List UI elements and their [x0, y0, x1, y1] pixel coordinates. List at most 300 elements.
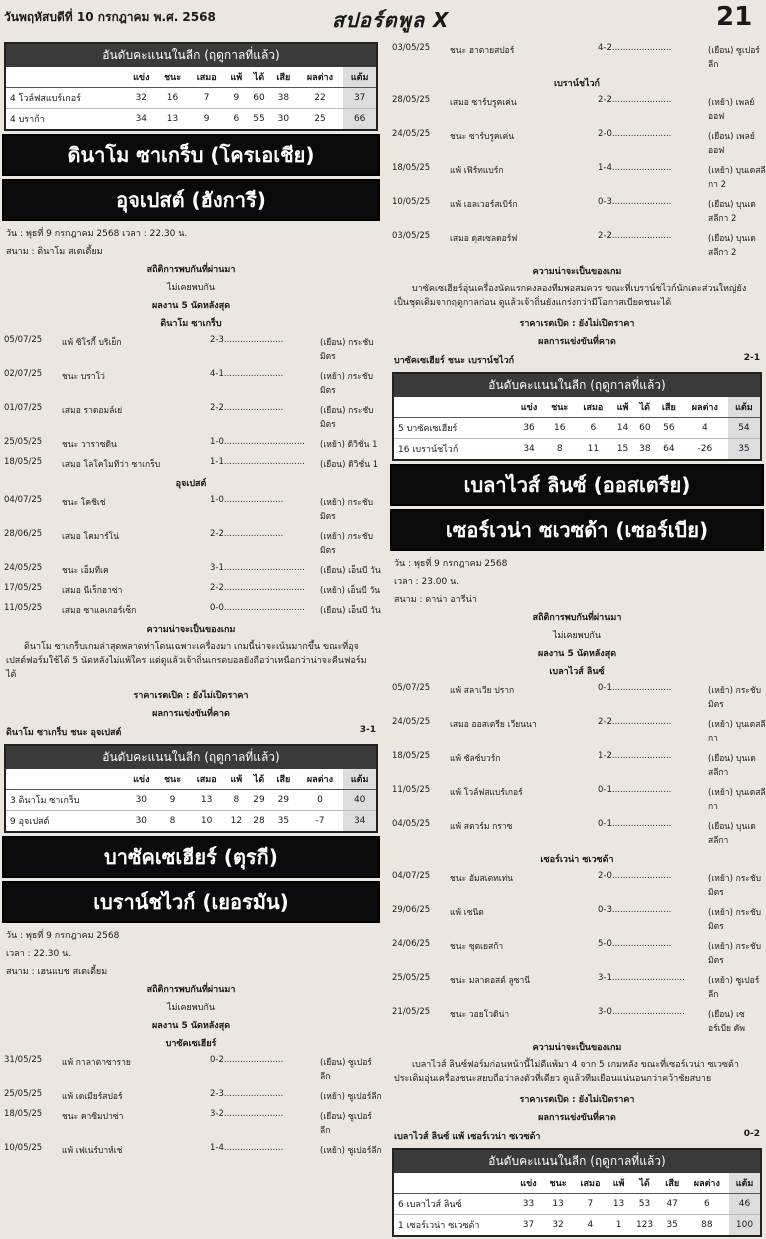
column-header: ได้: [248, 769, 270, 790]
standings-grid: [6, 67, 376, 129]
form-date: 11/05/25: [392, 784, 431, 795]
form-score: 1-0..............................: [210, 437, 305, 447]
column-header: ได้: [629, 1173, 659, 1194]
away-form-list: [388, 92, 766, 262]
stat-cell: 34: [343, 810, 376, 831]
team-cell: 3 ดินาโม ซาเกร็บ: [6, 789, 126, 810]
form-result: แพ้ เฟิร์ทแบร์ก: [450, 166, 504, 176]
form-row: [388, 816, 766, 850]
home-form-list-cont: [388, 40, 766, 74]
form-competition: (เหย้า) ซูเปอร์ลีก: [320, 1091, 382, 1102]
form-score: 2-0......................: [598, 129, 672, 139]
form-score: 1-4......................: [598, 163, 672, 173]
form-competition: (เหย้า) กระชับมิตร: [708, 685, 762, 710]
form-competition: (เหย้า) กระชับมิตร: [320, 498, 374, 522]
stat-cell: 56: [656, 417, 682, 438]
form-result: ชนะ ซาร์บรูคเค่น: [450, 132, 515, 142]
form-title: ผลงาน 5 นัดหลังสุด: [151, 301, 231, 311]
team-cell: 5 บาซัคเซเฮียร์: [394, 417, 514, 438]
prediction-line: [388, 350, 766, 370]
stat-cell: 32: [543, 1214, 573, 1235]
form-score: 4-2......................: [598, 43, 672, 53]
prediction-text: ดินาโม ซาเกร็บ ชนะ อุจเปสต์: [6, 727, 122, 738]
stat-cell: 13: [188, 789, 225, 810]
form-score: 2-2......................: [598, 716, 672, 727]
stat-cell: 54: [728, 417, 760, 438]
prediction-title: ผลการแข่งขันที่คาด: [538, 336, 616, 347]
stat-cell: -7: [297, 810, 344, 831]
stat-cell: 88: [685, 1214, 729, 1235]
home-team-banner: ดินาโม ซาเกร็บ (โครเอเชีย): [2, 134, 380, 176]
team-cell: 16 เบราน์ชไวก์: [394, 438, 514, 459]
form-result: เสมอ นีเร็กฮาซ่า: [62, 586, 123, 596]
form-row: [388, 902, 766, 936]
form-score: 1-2......................: [598, 750, 672, 761]
form-score: 0-1......................: [598, 818, 672, 829]
match-venue: สนาม : ดินาโม สเตเดี้ยม: [6, 247, 103, 257]
stat-cell: 7: [573, 1193, 608, 1214]
stat-cell: 8: [157, 810, 189, 831]
stat-cell: 36: [514, 417, 544, 438]
stat-cell: 47: [660, 1193, 685, 1214]
column-header: ชนะ: [157, 769, 189, 790]
form-date: 24/05/25: [392, 716, 431, 727]
form-result: ชนะ ซุตเยสก้า: [450, 941, 504, 952]
form-result: เสมอ ออสเตรีย เวียนนา: [450, 719, 537, 730]
form-date: 18/05/25: [392, 750, 431, 761]
chance-title: ความน่าจะเป็นของเกม: [532, 267, 622, 277]
form-score: 2-2......................: [210, 403, 284, 413]
column-header: เสมอ: [573, 1173, 608, 1194]
stat-cell: 12: [225, 810, 248, 831]
column-header: ผลต่าง: [682, 397, 728, 418]
form-competition: (เหย้า) กระชับมิตร: [320, 532, 374, 556]
stat-cell: 8: [544, 438, 575, 459]
standings-grid: [394, 397, 760, 459]
h2h-title: สถิติการพบกันที่ผ่านมา: [532, 612, 622, 623]
stat-cell: 32: [126, 88, 157, 109]
column-header: แข่ง: [126, 67, 157, 88]
table-row: [6, 789, 376, 810]
form-competition: (เหย้า) ซูเปอร์ลีก: [320, 1145, 382, 1156]
form-score: 0-2......................: [210, 1054, 284, 1065]
form-date: 25/05/25: [4, 1088, 43, 1099]
form-date: 21/05/25: [392, 1006, 431, 1017]
column-header: เสีย: [660, 1173, 685, 1194]
form-result: แพ้ ซัลซ์บวร์ก: [450, 753, 501, 764]
form-result: เสมอ ซาร์บรูคเค่น: [450, 98, 517, 108]
form-competition: (เยือน) ซูเปอร์ลีก: [708, 46, 760, 70]
standings-table: [392, 372, 762, 461]
form-row: [0, 492, 382, 526]
form-competition: (เหย้า) เอ็นบี วัน: [320, 586, 381, 596]
issue-date: วันพฤหัสบดีที่ 10 กรกฎาคม พ.ศ. 2568: [4, 10, 216, 24]
form-row: [0, 600, 382, 620]
column-header: [394, 1173, 514, 1194]
home-form-list: [388, 680, 766, 850]
form-result: แพ้ โวล์ฟสแบร์เกอร์: [450, 787, 523, 798]
table-header-row: [6, 769, 376, 790]
form-row: [0, 1106, 382, 1140]
form-result: ชนะ วอยโวดิน่า: [450, 1009, 510, 1020]
form-score: 0-0..............................: [210, 603, 305, 613]
stat-cell: 8: [225, 789, 248, 810]
form-date: 28/06/25: [4, 529, 43, 539]
form-date: 29/06/25: [392, 904, 431, 915]
home-form-list: [0, 1052, 382, 1160]
form-score: 1-0......................: [210, 495, 284, 505]
form-date: 24/05/25: [392, 129, 431, 139]
column-header: ได้: [248, 67, 270, 88]
column-header: ผลต่าง: [685, 1173, 729, 1194]
stat-cell: 22: [297, 88, 344, 109]
form-date: 25/05/25: [392, 972, 431, 983]
column-header: แต้ม: [728, 397, 760, 418]
match-time: เวลา : 22.30 น.: [6, 948, 72, 959]
form-row: [0, 366, 382, 400]
home-team-name: บาซัคเซเฮียร์: [165, 1038, 217, 1049]
table-row: [394, 1193, 760, 1214]
form-title: ผลงาน 5 นัดหลังสุด: [151, 1020, 231, 1031]
stat-cell: 29: [248, 789, 270, 810]
form-date: 03/05/25: [392, 43, 431, 53]
column-header: [394, 397, 514, 418]
form-score: 4-1......................: [210, 369, 284, 379]
team-cell: 4 โวล์ฟสแบร์เกอร์: [6, 88, 126, 109]
stat-cell: 60: [634, 417, 656, 438]
form-row: [0, 526, 382, 560]
home-team-banner: เบลาไวส์ ลินซ์ (ออสเตรีย): [390, 464, 764, 506]
team-cell: 6 เบลาไวส์ ลินซ์: [394, 1193, 514, 1214]
table-row: [6, 88, 376, 109]
form-date: 10/05/25: [4, 1142, 43, 1153]
odds-text: ราคาเรตเปิด : ยังไม่เปิดราคา: [519, 318, 635, 329]
table-row: [394, 1214, 760, 1235]
top-standings-table: [4, 42, 378, 131]
form-result: ชนะ บราโว่: [62, 372, 105, 382]
form-result: เสมอ ราดอมล์เย่: [62, 406, 123, 416]
team-cell: 4 บราก้า: [6, 109, 126, 130]
form-date: 04/07/25: [4, 495, 43, 505]
form-result: ชนะ ฮาตายสปอร์: [450, 46, 515, 56]
home-team-banner: บาซัคเซเฮียร์ (ตุรกี): [2, 836, 380, 878]
form-competition: (เหย้า) ดิวิชั่น 1: [320, 440, 378, 450]
form-competition: (เยือน) เอ็นบี วัน: [320, 566, 381, 576]
stat-cell: 14: [611, 417, 634, 438]
column-header: แต้ม: [343, 769, 376, 790]
form-competition: (เหย้า) กระชับมิตร: [708, 907, 762, 932]
form-score: 1-1..............................: [210, 457, 305, 467]
column-header: [6, 67, 126, 88]
stat-cell: 37: [343, 88, 376, 109]
column-header: ผลต่าง: [297, 769, 344, 790]
form-date: 24/06/25: [392, 938, 431, 949]
column-header: แต้ม: [343, 67, 376, 88]
form-result: แพ้ สตวร์ม กราซ: [450, 821, 513, 832]
stat-cell: 30: [270, 109, 296, 130]
form-score: 0-3......................: [598, 904, 672, 915]
form-row: [0, 454, 382, 474]
form-result: แพ้ เฟเนร์บาห์เช่: [62, 1145, 123, 1156]
form-competition: (เหย้า) กระชับมิตร: [320, 372, 374, 396]
form-competition: (เหย้า) ซูเปอร์ลีก: [708, 975, 760, 1000]
stat-cell: 55: [248, 109, 270, 130]
form-score: 2-2..............................: [210, 583, 305, 593]
column-header: แพ้: [225, 67, 248, 88]
form-title: ผลงาน 5 นัดหลังสุด: [537, 648, 617, 659]
form-row: [0, 580, 382, 600]
form-row: [388, 680, 766, 714]
form-date: 18/05/25: [4, 457, 43, 467]
prediction-line: [0, 722, 382, 742]
h2h-title: สถิติการพบกันที่ผ่านมา: [146, 984, 236, 995]
column-header: แข่ง: [126, 769, 157, 790]
prediction-title: ผลการแข่งขันที่คาด: [152, 708, 230, 719]
stat-cell: 6: [225, 109, 248, 130]
column-header: แข่ง: [514, 397, 544, 418]
away-form-list: [0, 492, 382, 620]
stat-cell: 66: [343, 109, 376, 130]
stat-cell: 34: [126, 109, 157, 130]
form-result: แพ้ เซนิต: [450, 907, 484, 918]
form-score: 0-1......................: [598, 682, 672, 693]
table-title: อันดับคะแนนในลีก (ฤดูกาลที่แล้ว): [6, 746, 376, 769]
stat-cell: 25: [297, 109, 344, 130]
stat-cell: 38: [634, 438, 656, 459]
prediction-title: ผลการแข่งขันที่คาด: [538, 1112, 616, 1123]
stat-cell: 4: [682, 417, 728, 438]
form-score: 2-0......................: [598, 870, 672, 881]
standings-table: [4, 744, 378, 833]
form-result: ชนะ วาราซดิน: [62, 440, 117, 450]
form-competition: (เยือน) บุนเดสลีกา: [708, 821, 756, 846]
stat-cell: 9: [188, 109, 225, 130]
form-date: 04/05/25: [392, 818, 431, 829]
chance-title: ความน่าจะเป็นของเกม: [146, 625, 236, 635]
form-date: 10/05/25: [392, 197, 431, 207]
form-date: 03/05/25: [392, 231, 431, 241]
form-row: [388, 714, 766, 748]
form-competition: (เหย้า) บุนเดสลีกา: [708, 719, 766, 744]
form-result: ชนะ คาซิมปาซ่า: [62, 1111, 124, 1122]
column-header: เสีย: [270, 67, 296, 88]
home-form-list: [0, 332, 382, 474]
right-column: [388, 40, 766, 1239]
standings-grid: [6, 769, 376, 831]
away-team-banner: เบราน์ชไวก์ (เยอรมัน): [2, 881, 380, 923]
form-date: 05/07/25: [4, 335, 43, 345]
chance-text: ดินาโม ซาเกร็บเกมล่าสุดพลาดท่าโดนเฉพาะเครื่องมา เกมนี้น่าจะเน้นมากขึ้น ขณะที่อุจเปสต์ฟอร์มใช้ได้ 5 นัดหลังไม่แพ้ใคร แต่ดูแล้วเจ้าถิ่นเกรดบอลยังถือว่าเหนือกว่าน่าจะคืนฟอร์มได้: [6, 642, 367, 680]
form-score: 2-2......................: [210, 529, 284, 539]
stat-cell: 46: [729, 1193, 760, 1214]
form-competition: (เยือน) บุนเดสลีกา 2: [708, 200, 756, 224]
column-header: แพ้: [608, 1173, 630, 1194]
away-team-banner: อุจเปสต์ (ฮังการี): [2, 179, 380, 221]
prediction-score: 2-1: [743, 352, 760, 363]
column-header: ได้: [634, 397, 656, 418]
form-row: [0, 400, 382, 434]
form-score: 2-3......................: [210, 1088, 284, 1099]
column-header: แพ้: [225, 769, 248, 790]
form-row: [388, 970, 766, 1004]
form-date: 18/05/25: [392, 163, 431, 173]
form-score: 2-2......................: [598, 231, 672, 241]
form-result: เสมอ โคมาร์โน่: [62, 532, 120, 542]
table-row: [394, 438, 760, 459]
form-row: [388, 782, 766, 816]
form-date: 31/05/25: [4, 1054, 43, 1065]
form-result: ชนะ โคชิเช่: [62, 498, 106, 508]
table-header-row: [394, 1173, 760, 1194]
team-cell: 1 เซอร์เวน่า ซเวซด้า: [394, 1214, 514, 1235]
team-cell: 9 อุจเปสต์: [6, 810, 126, 831]
column-header: แข่ง: [514, 1173, 543, 1194]
prediction-text: เบลาไวส์ ลินซ์ แพ้ เซอร์เวน่า ซเวซด้า: [394, 1131, 541, 1142]
standings-grid: [394, 1173, 760, 1235]
stat-cell: 11: [575, 438, 611, 459]
away-team-banner: เซอร์เวน่า ซเวซด้า (เซอร์เบีย): [390, 509, 764, 551]
stat-cell: 34: [514, 438, 544, 459]
table-title: อันดับคะแนนในลีก (ฤดูกาลที่แล้ว): [394, 1150, 760, 1173]
odds-text: ราคาเรตเปิด : ยังไม่เปิดราคา: [519, 1094, 635, 1105]
form-result: แพ้ ซิโรกี้ บริเย็ก: [62, 338, 122, 348]
form-competition: (เยือน) เอ็นบี วัน: [320, 606, 381, 616]
form-row: [388, 160, 766, 194]
form-competition: (เยือน) เพลย์ออฟ: [708, 132, 755, 156]
stat-cell: 40: [343, 789, 376, 810]
away-team-name: เบราน์ชไวก์: [554, 79, 600, 89]
table-row: [6, 810, 376, 831]
stat-cell: 13: [157, 109, 189, 130]
form-date: 24/05/25: [4, 563, 43, 573]
form-result: ชนะ มลาดอสต์ ลูซานี: [450, 975, 531, 986]
h2h-text: ไม่เคยพบกัน: [166, 1002, 216, 1013]
stat-cell: 4: [573, 1214, 608, 1235]
stat-cell: 35: [728, 438, 760, 459]
brand-logo: สปอร์ตพูล X: [332, 8, 450, 32]
form-score: 3-1..............................: [210, 563, 305, 573]
form-date: 17/05/25: [4, 583, 43, 593]
form-competition: (เหย้า) กระชับมิตร: [708, 941, 762, 966]
form-competition: (เหย้า) บุนเดสลีกา 2: [708, 166, 766, 190]
stat-cell: 0: [297, 789, 344, 810]
form-score: 3-2......................: [210, 1108, 284, 1119]
prediction-text: บาซัคเซเฮียร์ ชนะ เบราน์ชไวก์: [394, 355, 515, 366]
form-result: แพ้ สลาเวีย ปราก: [450, 685, 515, 696]
form-row: [0, 1052, 382, 1086]
form-competition: (เหย้า) บุนเดสลีกา: [708, 787, 766, 812]
standings-table: [392, 1148, 762, 1237]
form-date: 01/07/25: [4, 403, 43, 413]
form-row: [388, 126, 766, 160]
stat-cell: 33: [514, 1193, 543, 1214]
match-venue: สนาม : ดาน่า อารีน่า: [394, 594, 477, 605]
form-score: 0-3......................: [598, 197, 672, 207]
stat-cell: 1: [608, 1214, 630, 1235]
form-date: 25/05/25: [4, 437, 43, 447]
form-row: [0, 1140, 382, 1160]
form-result: แพ้ เดเมียร์สปอร์: [62, 1091, 123, 1102]
column-header: เสีย: [656, 397, 682, 418]
column-header: แต้ม: [729, 1173, 760, 1194]
column-header: เสีย: [270, 769, 296, 790]
stat-cell: 35: [270, 810, 296, 831]
column-header: ชนะ: [157, 67, 189, 88]
page-header: [0, 0, 766, 40]
form-row: [0, 434, 382, 454]
stat-cell: 16: [544, 417, 575, 438]
form-row: [388, 40, 766, 74]
stat-cell: 30: [126, 810, 157, 831]
h2h-title: สถิติการพบกันที่ผ่านมา: [146, 265, 236, 275]
away-form-list: [388, 868, 766, 1038]
form-row: [0, 1086, 382, 1106]
stat-cell: 9: [157, 789, 189, 810]
form-date: 04/07/25: [392, 870, 431, 881]
form-score: 5-0......................: [598, 938, 672, 949]
table-title: อันดับคะแนนในลีก (ฤดูกาลที่แล้ว): [394, 374, 760, 397]
column-header: เสมอ: [188, 67, 225, 88]
match-date: วัน : พุธที่ 9 กรกฎาคม 2568: [394, 558, 508, 569]
form-result: ชนะ เอ็มทีเค: [62, 566, 109, 576]
stat-cell: -26: [682, 438, 728, 459]
table-row: [6, 109, 376, 130]
form-score: 3-1...........................: [598, 972, 685, 983]
away-team-name: อุจเปสต์: [175, 479, 207, 489]
stat-cell: 37: [514, 1214, 543, 1235]
table-header-row: [394, 397, 760, 418]
form-score: 2-2......................: [598, 95, 672, 105]
stat-cell: 100: [729, 1214, 760, 1235]
form-date: 11/05/25: [4, 603, 43, 613]
form-row: [388, 1004, 766, 1038]
stat-cell: 7: [188, 88, 225, 109]
column-header: ชนะ: [544, 397, 575, 418]
form-date: 02/07/25: [4, 369, 43, 379]
prediction-score: 3-1: [359, 724, 376, 735]
column-header: [6, 769, 126, 790]
match-venue: สนาม : เฮนแบช สเตเดี้ยม: [6, 966, 108, 977]
stat-cell: 16: [157, 88, 189, 109]
form-competition: (เยือน) กระชับมิตร: [320, 338, 374, 362]
form-score: 3-0...........................: [598, 1006, 685, 1017]
stat-cell: 10: [188, 810, 225, 831]
form-row: [388, 194, 766, 228]
stat-cell: 30: [126, 789, 157, 810]
form-score: 1-4......................: [210, 1142, 284, 1153]
chance-title: ความน่าจะเป็นของเกม: [532, 1042, 622, 1053]
form-result: แพ้ เอลเวอร์สเบิร์ก: [450, 200, 518, 210]
stat-cell: 9: [225, 88, 248, 109]
form-date: 28/05/25: [392, 95, 431, 105]
column-header: ชนะ: [543, 1173, 573, 1194]
form-result: แพ้ กาลาตาซาราย: [62, 1057, 131, 1068]
form-row: [388, 936, 766, 970]
form-score: 2-3......................: [210, 335, 284, 345]
chance-text: เบลาไวส์ ลินซ์ฟอร์มก่อนหน้านี้ไม่ดีแพ้มา 4 จาก 5 เกมหลัง ขณะที่เซอร์เวน่า ซเวซด้าประเดิมอุ่นเครื่องชนะสยบถือว่าลงตัวที่เดียว ดูแล้วทีมเยือนแน่นอนกว่าคว้าชัยสบาย: [394, 1059, 739, 1084]
prediction-score: 0-2: [743, 1128, 760, 1139]
form-competition: (เยือน) บุนเดสลีกา 2: [708, 234, 756, 258]
form-date: 05/07/25: [392, 682, 431, 693]
match-time: เวลา : 23.00 น.: [394, 576, 460, 587]
column-header: ผลต่าง: [297, 67, 344, 88]
chance-text: บาซัคเซเฮียร์อุ่นเครื่องนัดแรกคงลองทีมพอสมควร ขณะที่เบราน์ชไวก์นักเตะส่วนใหญ่ยังเป็นชุดเดิมจากฤดูกาลก่อน ดูแล้วเจ้าถิ่นยังแกร่งกว่ามีโอกาสเบียดชนะได้: [394, 284, 747, 308]
home-team-name: ดินาโม ซาเกร็บ: [160, 319, 222, 329]
form-competition: (เยือน) เซอร์เบีย คัพ: [708, 1009, 745, 1034]
form-score: 0-1......................: [598, 784, 672, 795]
stat-cell: 6: [685, 1193, 729, 1214]
form-competition: (เยือน) ดิวิชั่น 1: [320, 460, 379, 470]
